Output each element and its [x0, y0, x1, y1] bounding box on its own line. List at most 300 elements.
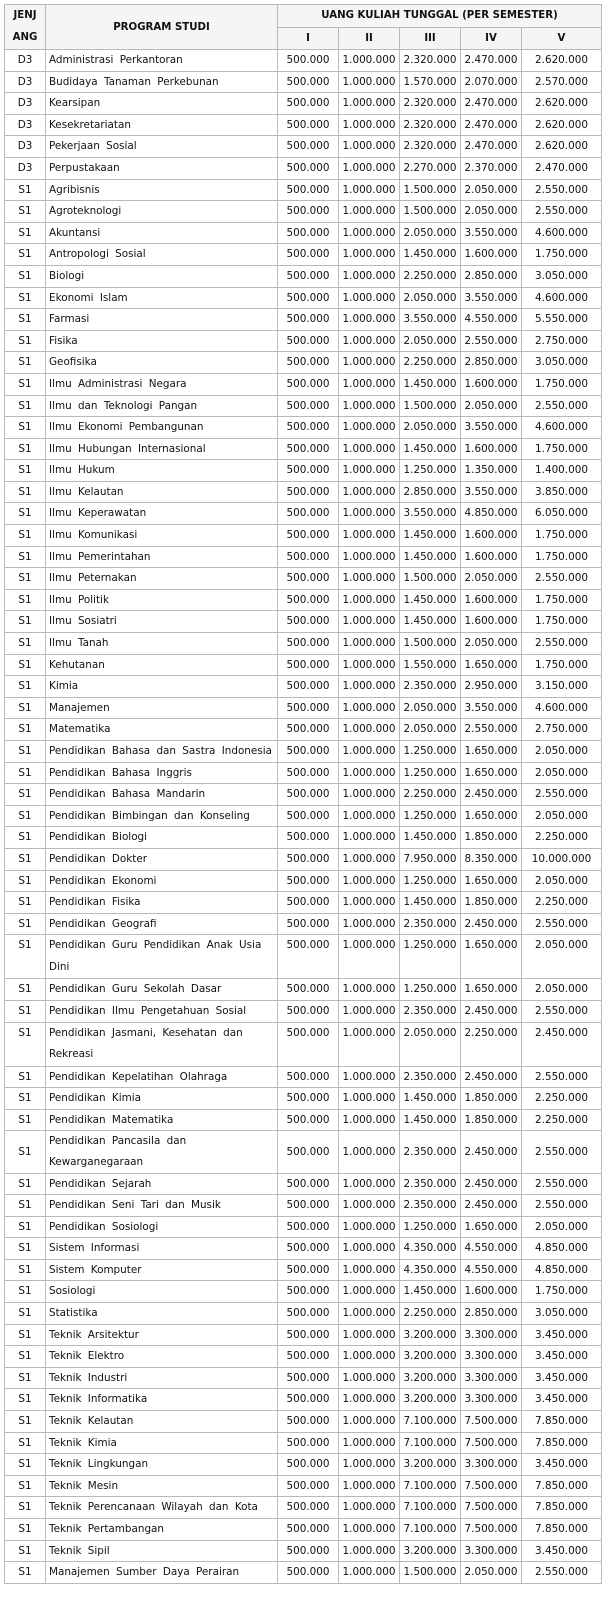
cell-program-studi: Sosiologi: [46, 1281, 278, 1303]
cell-fee-level-4: 2.450.000: [461, 1131, 522, 1173]
cell-jenjang: S1: [5, 741, 46, 763]
cell-fee-level-1: 500.000: [278, 1022, 339, 1066]
cell-jenjang: S1: [5, 265, 46, 287]
cell-jenjang: S1: [5, 417, 46, 439]
table-row: [5, 848, 602, 870]
table-row: [5, 157, 602, 179]
cell-program-studi: Teknik Arsitektur: [46, 1324, 278, 1346]
cell-fee-level-4: 1.650.000: [461, 654, 522, 676]
cell-fee-level-1: 500.000: [278, 611, 339, 633]
cell-fee-level-4: 3.300.000: [461, 1346, 522, 1368]
cell-fee-level-1: 500.000: [278, 244, 339, 266]
cell-fee-level-4: 7.500.000: [461, 1475, 522, 1497]
header-level-4: IV: [461, 27, 522, 50]
cell-fee-level-4: 1.600.000: [461, 244, 522, 266]
cell-fee-level-3: 1.450.000: [400, 438, 461, 460]
cell-fee-level-3: 1.450.000: [400, 827, 461, 849]
cell-fee-level-5: 2.550.000: [522, 179, 602, 201]
table-row: [5, 654, 602, 676]
table-row: [5, 265, 602, 287]
cell-fee-level-5: 2.550.000: [522, 784, 602, 806]
cell-fee-level-5: 10.000.000: [522, 848, 602, 870]
cell-fee-level-2: 1.000.000: [339, 741, 400, 763]
cell-jenjang: S1: [5, 481, 46, 503]
cell-fee-level-2: 1.000.000: [339, 1367, 400, 1389]
cell-program-studi: Pendidikan Jasmani, Kesehatan dan Rekreasi: [46, 1022, 278, 1066]
cell-fee-level-3: 7.100.000: [400, 1497, 461, 1519]
cell-jenjang: S1: [5, 827, 46, 849]
cell-fee-level-1: 500.000: [278, 417, 339, 439]
table-row: [5, 1389, 602, 1411]
cell-fee-level-3: 2.250.000: [400, 784, 461, 806]
cell-fee-level-3: 2.050.000: [400, 1022, 461, 1066]
cell-fee-level-5: 5.550.000: [522, 309, 602, 331]
cell-fee-level-1: 500.000: [278, 136, 339, 158]
cell-fee-level-1: 500.000: [278, 870, 339, 892]
cell-fee-level-3: 4.350.000: [400, 1259, 461, 1281]
cell-fee-level-3: 2.250.000: [400, 352, 461, 374]
cell-fee-level-1: 500.000: [278, 265, 339, 287]
cell-fee-level-3: 1.450.000: [400, 525, 461, 547]
cell-fee-level-2: 1.000.000: [339, 1238, 400, 1260]
cell-fee-level-2: 1.000.000: [339, 179, 400, 201]
cell-program-studi: Teknik Informatika: [46, 1389, 278, 1411]
cell-fee-level-2: 1.000.000: [339, 1475, 400, 1497]
cell-program-studi: Teknik Kimia: [46, 1432, 278, 1454]
cell-fee-level-3: 3.200.000: [400, 1389, 461, 1411]
cell-jenjang: S1: [5, 892, 46, 914]
cell-fee-level-5: 2.450.000: [522, 1022, 602, 1066]
cell-fee-level-4: 1.600.000: [461, 525, 522, 547]
cell-jenjang: S1: [5, 1088, 46, 1110]
cell-program-studi: Agribisnis: [46, 179, 278, 201]
cell-fee-level-4: 2.050.000: [461, 568, 522, 590]
header-level-3: III: [400, 27, 461, 50]
cell-fee-level-3: 2.850.000: [400, 481, 461, 503]
cell-jenjang: S1: [5, 633, 46, 655]
cell-jenjang: S1: [5, 1066, 46, 1088]
cell-fee-level-3: 3.200.000: [400, 1367, 461, 1389]
cell-fee-level-3: 3.200.000: [400, 1454, 461, 1476]
table-row: [5, 1367, 602, 1389]
table-row: [5, 1238, 602, 1260]
cell-fee-level-2: 1.000.000: [339, 1259, 400, 1281]
cell-program-studi: Ilmu dan Teknologi Pangan: [46, 395, 278, 417]
cell-fee-level-4: 2.450.000: [461, 913, 522, 935]
table-row: [5, 892, 602, 914]
cell-fee-level-1: 500.000: [278, 1195, 339, 1217]
cell-fee-level-2: 1.000.000: [339, 848, 400, 870]
cell-fee-level-1: 500.000: [278, 330, 339, 352]
cell-fee-level-5: 2.050.000: [522, 1216, 602, 1238]
cell-fee-level-4: 1.650.000: [461, 870, 522, 892]
cell-fee-level-3: 1.500.000: [400, 179, 461, 201]
cell-jenjang: S1: [5, 222, 46, 244]
cell-program-studi: Pendidikan Kepelatihan Olahraga: [46, 1066, 278, 1088]
cell-jenjang: S1: [5, 611, 46, 633]
cell-fee-level-2: 1.000.000: [339, 481, 400, 503]
cell-jenjang: D3: [5, 114, 46, 136]
cell-fee-level-1: 500.000: [278, 719, 339, 741]
cell-fee-level-4: 4.850.000: [461, 503, 522, 525]
cell-jenjang: S1: [5, 460, 46, 482]
cell-fee-level-1: 500.000: [278, 201, 339, 223]
cell-fee-level-1: 500.000: [278, 892, 339, 914]
cell-fee-level-3: 2.250.000: [400, 1303, 461, 1325]
cell-fee-level-4: 2.050.000: [461, 201, 522, 223]
cell-fee-level-3: 7.100.000: [400, 1411, 461, 1433]
cell-fee-level-2: 1.000.000: [339, 1195, 400, 1217]
cell-fee-level-1: 500.000: [278, 848, 339, 870]
cell-jenjang: S1: [5, 546, 46, 568]
cell-fee-level-1: 500.000: [278, 309, 339, 331]
cell-jenjang: S1: [5, 1131, 46, 1173]
cell-fee-level-3: 4.350.000: [400, 1238, 461, 1260]
cell-fee-level-3: 1.450.000: [400, 1088, 461, 1110]
table-row: [5, 373, 602, 395]
cell-fee-level-4: 3.550.000: [461, 697, 522, 719]
table-row: [5, 1131, 602, 1173]
cell-program-studi: Kearsipan: [46, 93, 278, 115]
cell-fee-level-4: 4.550.000: [461, 1259, 522, 1281]
header-jenjang: [5, 5, 46, 50]
cell-fee-level-1: 500.000: [278, 179, 339, 201]
table-row: [5, 1088, 602, 1110]
header-level-1: I: [278, 27, 339, 50]
cell-fee-level-4: 2.450.000: [461, 1195, 522, 1217]
cell-fee-level-4: 2.470.000: [461, 93, 522, 115]
cell-fee-level-4: 2.250.000: [461, 1022, 522, 1066]
cell-fee-level-1: 500.000: [278, 222, 339, 244]
cell-fee-level-5: 1.750.000: [522, 589, 602, 611]
cell-fee-level-5: 4.600.000: [522, 697, 602, 719]
cell-fee-level-1: 500.000: [278, 438, 339, 460]
cell-fee-level-5: 4.850.000: [522, 1259, 602, 1281]
cell-jenjang: S1: [5, 719, 46, 741]
table-row: [5, 1562, 602, 1584]
cell-fee-level-5: 3.450.000: [522, 1540, 602, 1562]
cell-jenjang: S1: [5, 1367, 46, 1389]
table-body: [5, 50, 602, 1584]
cell-fee-level-2: 1.000.000: [339, 1540, 400, 1562]
cell-program-studi: Pendidikan Dokter: [46, 848, 278, 870]
cell-fee-level-5: 2.550.000: [522, 913, 602, 935]
cell-fee-level-1: 500.000: [278, 979, 339, 1001]
cell-fee-level-2: 1.000.000: [339, 633, 400, 655]
cell-program-studi: Teknik Perencanaan Wilayah dan Kota: [46, 1497, 278, 1519]
cell-fee-level-1: 500.000: [278, 93, 339, 115]
cell-fee-level-4: 2.550.000: [461, 719, 522, 741]
cell-program-studi: Pendidikan Guru Sekolah Dasar: [46, 979, 278, 1001]
table-row: [5, 50, 602, 72]
header-program-studi: PROGRAM STUDI: [46, 5, 278, 50]
cell-fee-level-3: 1.500.000: [400, 633, 461, 655]
cell-jenjang: D3: [5, 93, 46, 115]
cell-fee-level-5: 4.600.000: [522, 417, 602, 439]
cell-fee-level-5: 1.400.000: [522, 460, 602, 482]
cell-fee-level-2: 1.000.000: [339, 525, 400, 547]
cell-jenjang: S1: [5, 1540, 46, 1562]
cell-fee-level-2: 1.000.000: [339, 1281, 400, 1303]
cell-fee-level-5: 2.250.000: [522, 1088, 602, 1110]
cell-program-studi: Pendidikan Kimia: [46, 1088, 278, 1110]
table-row: [5, 222, 602, 244]
cell-fee-level-5: 4.600.000: [522, 287, 602, 309]
cell-program-studi: Administrasi Perkantoran: [46, 50, 278, 72]
cell-fee-level-1: 500.000: [278, 676, 339, 698]
cell-jenjang: S1: [5, 1238, 46, 1260]
cell-fee-level-2: 1.000.000: [339, 1346, 400, 1368]
cell-program-studi: Pendidikan Seni Tari dan Musik: [46, 1195, 278, 1217]
cell-fee-level-5: 2.750.000: [522, 719, 602, 741]
cell-fee-level-2: 1.000.000: [339, 805, 400, 827]
cell-fee-level-2: 1.000.000: [339, 352, 400, 374]
cell-program-studi: Ilmu Sosiatri: [46, 611, 278, 633]
table-row: [5, 417, 602, 439]
cell-fee-level-2: 1.000.000: [339, 568, 400, 590]
cell-fee-level-2: 1.000.000: [339, 1109, 400, 1131]
cell-fee-level-5: 2.550.000: [522, 1173, 602, 1195]
cell-program-studi: Manajemen: [46, 697, 278, 719]
cell-fee-level-1: 500.000: [278, 1216, 339, 1238]
cell-fee-level-1: 500.000: [278, 546, 339, 568]
cell-fee-level-4: 2.450.000: [461, 1173, 522, 1195]
cell-fee-level-1: 500.000: [278, 697, 339, 719]
cell-program-studi: Pendidikan Bahasa Inggris: [46, 762, 278, 784]
cell-jenjang: S1: [5, 1562, 46, 1584]
cell-fee-level-3: 7.950.000: [400, 848, 461, 870]
cell-fee-level-5: 2.250.000: [522, 1109, 602, 1131]
cell-fee-level-2: 1.000.000: [339, 1131, 400, 1173]
cell-fee-level-5: 2.550.000: [522, 1066, 602, 1088]
cell-fee-level-3: 2.050.000: [400, 287, 461, 309]
cell-fee-level-3: 1.250.000: [400, 1216, 461, 1238]
cell-fee-level-3: 1.250.000: [400, 870, 461, 892]
cell-jenjang: S1: [5, 784, 46, 806]
cell-fee-level-5: 1.750.000: [522, 525, 602, 547]
cell-jenjang: S1: [5, 287, 46, 309]
cell-fee-level-5: 2.620.000: [522, 136, 602, 158]
cell-program-studi: Ekonomi Islam: [46, 287, 278, 309]
cell-fee-level-5: 2.250.000: [522, 827, 602, 849]
cell-jenjang: S1: [5, 1259, 46, 1281]
cell-fee-level-1: 500.000: [278, 481, 339, 503]
cell-fee-level-3: 3.550.000: [400, 309, 461, 331]
cell-fee-level-5: 1.750.000: [522, 654, 602, 676]
cell-program-studi: Sistem Informasi: [46, 1238, 278, 1260]
cell-jenjang: S1: [5, 438, 46, 460]
cell-fee-level-4: 1.350.000: [461, 460, 522, 482]
cell-fee-level-2: 1.000.000: [339, 870, 400, 892]
cell-program-studi: Teknik Lingkungan: [46, 1454, 278, 1476]
cell-fee-level-1: 500.000: [278, 1173, 339, 1195]
cell-program-studi: Pendidikan Bahasa Mandarin: [46, 784, 278, 806]
cell-fee-level-2: 1.000.000: [339, 157, 400, 179]
cell-fee-level-5: 2.620.000: [522, 114, 602, 136]
cell-fee-level-1: 500.000: [278, 1475, 339, 1497]
cell-fee-level-3: 1.450.000: [400, 892, 461, 914]
cell-program-studi: Sistem Komputer: [46, 1259, 278, 1281]
cell-fee-level-2: 1.000.000: [339, 1519, 400, 1541]
table-row: [5, 460, 602, 482]
cell-fee-level-3: 1.500.000: [400, 1562, 461, 1584]
cell-fee-level-1: 500.000: [278, 1131, 339, 1173]
cell-fee-level-2: 1.000.000: [339, 697, 400, 719]
cell-fee-level-1: 500.000: [278, 805, 339, 827]
cell-fee-level-3: 1.570.000: [400, 71, 461, 93]
cell-fee-level-4: 2.850.000: [461, 265, 522, 287]
cell-fee-level-1: 500.000: [278, 50, 339, 72]
cell-fee-level-5: 2.550.000: [522, 1195, 602, 1217]
cell-fee-level-4: 3.550.000: [461, 417, 522, 439]
cell-fee-level-4: 2.850.000: [461, 1303, 522, 1325]
cell-fee-level-5: 2.750.000: [522, 330, 602, 352]
cell-fee-level-4: 2.450.000: [461, 784, 522, 806]
table-row: [5, 611, 602, 633]
cell-program-studi: Pendidikan Geografi: [46, 913, 278, 935]
cell-fee-level-4: 2.450.000: [461, 1000, 522, 1022]
header-ukt-group: UANG KULIAH TUNGGAL (PER SEMESTER): [278, 5, 602, 28]
cell-jenjang: S1: [5, 1497, 46, 1519]
cell-program-studi: Pendidikan Pancasila dan Kewarganegaraan: [46, 1131, 278, 1173]
cell-fee-level-1: 500.000: [278, 1389, 339, 1411]
cell-fee-level-3: 3.200.000: [400, 1540, 461, 1562]
cell-fee-level-4: 2.050.000: [461, 1562, 522, 1584]
cell-fee-level-1: 500.000: [278, 1066, 339, 1088]
cell-fee-level-2: 1.000.000: [339, 589, 400, 611]
cell-fee-level-5: 6.050.000: [522, 503, 602, 525]
cell-program-studi: Perpustakaan: [46, 157, 278, 179]
table-row: [5, 913, 602, 935]
cell-fee-level-4: 1.600.000: [461, 589, 522, 611]
cell-jenjang: S1: [5, 676, 46, 698]
cell-jenjang: S1: [5, 1324, 46, 1346]
cell-fee-level-5: 4.600.000: [522, 222, 602, 244]
cell-jenjang: S1: [5, 654, 46, 676]
cell-fee-level-4: 4.550.000: [461, 309, 522, 331]
cell-fee-level-5: 3.450.000: [522, 1324, 602, 1346]
cell-fee-level-4: 8.350.000: [461, 848, 522, 870]
cell-program-studi: Pendidikan Ilmu Pengetahuan Sosial: [46, 1000, 278, 1022]
cell-jenjang: S1: [5, 1432, 46, 1454]
cell-fee-level-4: 1.650.000: [461, 805, 522, 827]
table-row: [5, 762, 602, 784]
cell-jenjang: S1: [5, 805, 46, 827]
cell-fee-level-3: 2.050.000: [400, 417, 461, 439]
cell-jenjang: S1: [5, 1475, 46, 1497]
cell-fee-level-4: 2.050.000: [461, 633, 522, 655]
cell-fee-level-4: 1.850.000: [461, 892, 522, 914]
cell-jenjang: S1: [5, 848, 46, 870]
table-row: [5, 525, 602, 547]
cell-fee-level-4: 2.850.000: [461, 352, 522, 374]
cell-fee-level-3: 2.050.000: [400, 697, 461, 719]
cell-fee-level-3: 7.100.000: [400, 1475, 461, 1497]
cell-jenjang: S1: [5, 589, 46, 611]
cell-fee-level-5: 7.850.000: [522, 1519, 602, 1541]
cell-jenjang: S1: [5, 395, 46, 417]
cell-fee-level-2: 1.000.000: [339, 265, 400, 287]
cell-program-studi: Pendidikan Bahasa dan Sastra Indonesia: [46, 741, 278, 763]
cell-fee-level-3: 2.050.000: [400, 330, 461, 352]
cell-jenjang: S1: [5, 1411, 46, 1433]
cell-fee-level-3: 1.250.000: [400, 460, 461, 482]
cell-fee-level-2: 1.000.000: [339, 784, 400, 806]
cell-program-studi: Ilmu Administrasi Negara: [46, 373, 278, 395]
cell-fee-level-2: 1.000.000: [339, 546, 400, 568]
cell-fee-level-3: 1.450.000: [400, 611, 461, 633]
cell-fee-level-1: 500.000: [278, 935, 339, 979]
cell-fee-level-1: 500.000: [278, 503, 339, 525]
cell-fee-level-4: 1.650.000: [461, 741, 522, 763]
cell-fee-level-3: 1.550.000: [400, 654, 461, 676]
cell-fee-level-3: 1.450.000: [400, 546, 461, 568]
cell-fee-level-1: 500.000: [278, 1303, 339, 1325]
cell-program-studi: Akuntansi: [46, 222, 278, 244]
cell-fee-level-3: 2.270.000: [400, 157, 461, 179]
table-row: [5, 438, 602, 460]
cell-fee-level-4: 1.600.000: [461, 373, 522, 395]
cell-fee-level-3: 3.550.000: [400, 503, 461, 525]
cell-fee-level-5: 2.550.000: [522, 1131, 602, 1173]
cell-fee-level-2: 1.000.000: [339, 222, 400, 244]
cell-fee-level-2: 1.000.000: [339, 373, 400, 395]
cell-fee-level-4: 1.850.000: [461, 1109, 522, 1131]
cell-fee-level-3: 2.350.000: [400, 913, 461, 935]
cell-program-studi: Ilmu Tanah: [46, 633, 278, 655]
cell-jenjang: S1: [5, 352, 46, 374]
cell-fee-level-4: 1.850.000: [461, 827, 522, 849]
cell-fee-level-4: 3.550.000: [461, 481, 522, 503]
cell-fee-level-2: 1.000.000: [339, 1303, 400, 1325]
cell-fee-level-1: 500.000: [278, 157, 339, 179]
cell-program-studi: Pekerjaan Sosial: [46, 136, 278, 158]
cell-fee-level-1: 500.000: [278, 1109, 339, 1131]
cell-fee-level-3: 3.200.000: [400, 1324, 461, 1346]
cell-jenjang: S1: [5, 1109, 46, 1131]
cell-fee-level-1: 500.000: [278, 1088, 339, 1110]
table-row: [5, 676, 602, 698]
cell-fee-level-4: 1.650.000: [461, 1216, 522, 1238]
cell-fee-level-1: 500.000: [278, 784, 339, 806]
cell-fee-level-4: 2.470.000: [461, 136, 522, 158]
cell-fee-level-5: 2.050.000: [522, 935, 602, 979]
cell-fee-level-4: 7.500.000: [461, 1432, 522, 1454]
table-row: [5, 1195, 602, 1217]
cell-fee-level-5: 2.050.000: [522, 741, 602, 763]
cell-fee-level-4: 3.550.000: [461, 222, 522, 244]
cell-fee-level-5: 7.850.000: [522, 1497, 602, 1519]
table-row: [5, 935, 602, 979]
cell-fee-level-2: 1.000.000: [339, 892, 400, 914]
table-row: [5, 719, 602, 741]
cell-fee-level-2: 1.000.000: [339, 201, 400, 223]
cell-program-studi: Teknik Industri: [46, 1367, 278, 1389]
cell-fee-level-1: 500.000: [278, 1540, 339, 1562]
cell-fee-level-4: 1.600.000: [461, 438, 522, 460]
cell-fee-level-3: 2.350.000: [400, 1195, 461, 1217]
cell-program-studi: Pendidikan Biologi: [46, 827, 278, 849]
cell-fee-level-5: 2.050.000: [522, 805, 602, 827]
header-level-5: V: [522, 27, 602, 50]
cell-program-studi: Pendidikan Sejarah: [46, 1173, 278, 1195]
cell-fee-level-4: 1.600.000: [461, 611, 522, 633]
cell-fee-level-4: 1.650.000: [461, 762, 522, 784]
cell-fee-level-2: 1.000.000: [339, 1000, 400, 1022]
cell-fee-level-5: 3.450.000: [522, 1367, 602, 1389]
cell-fee-level-5: 3.450.000: [522, 1389, 602, 1411]
cell-fee-level-3: 1.450.000: [400, 373, 461, 395]
